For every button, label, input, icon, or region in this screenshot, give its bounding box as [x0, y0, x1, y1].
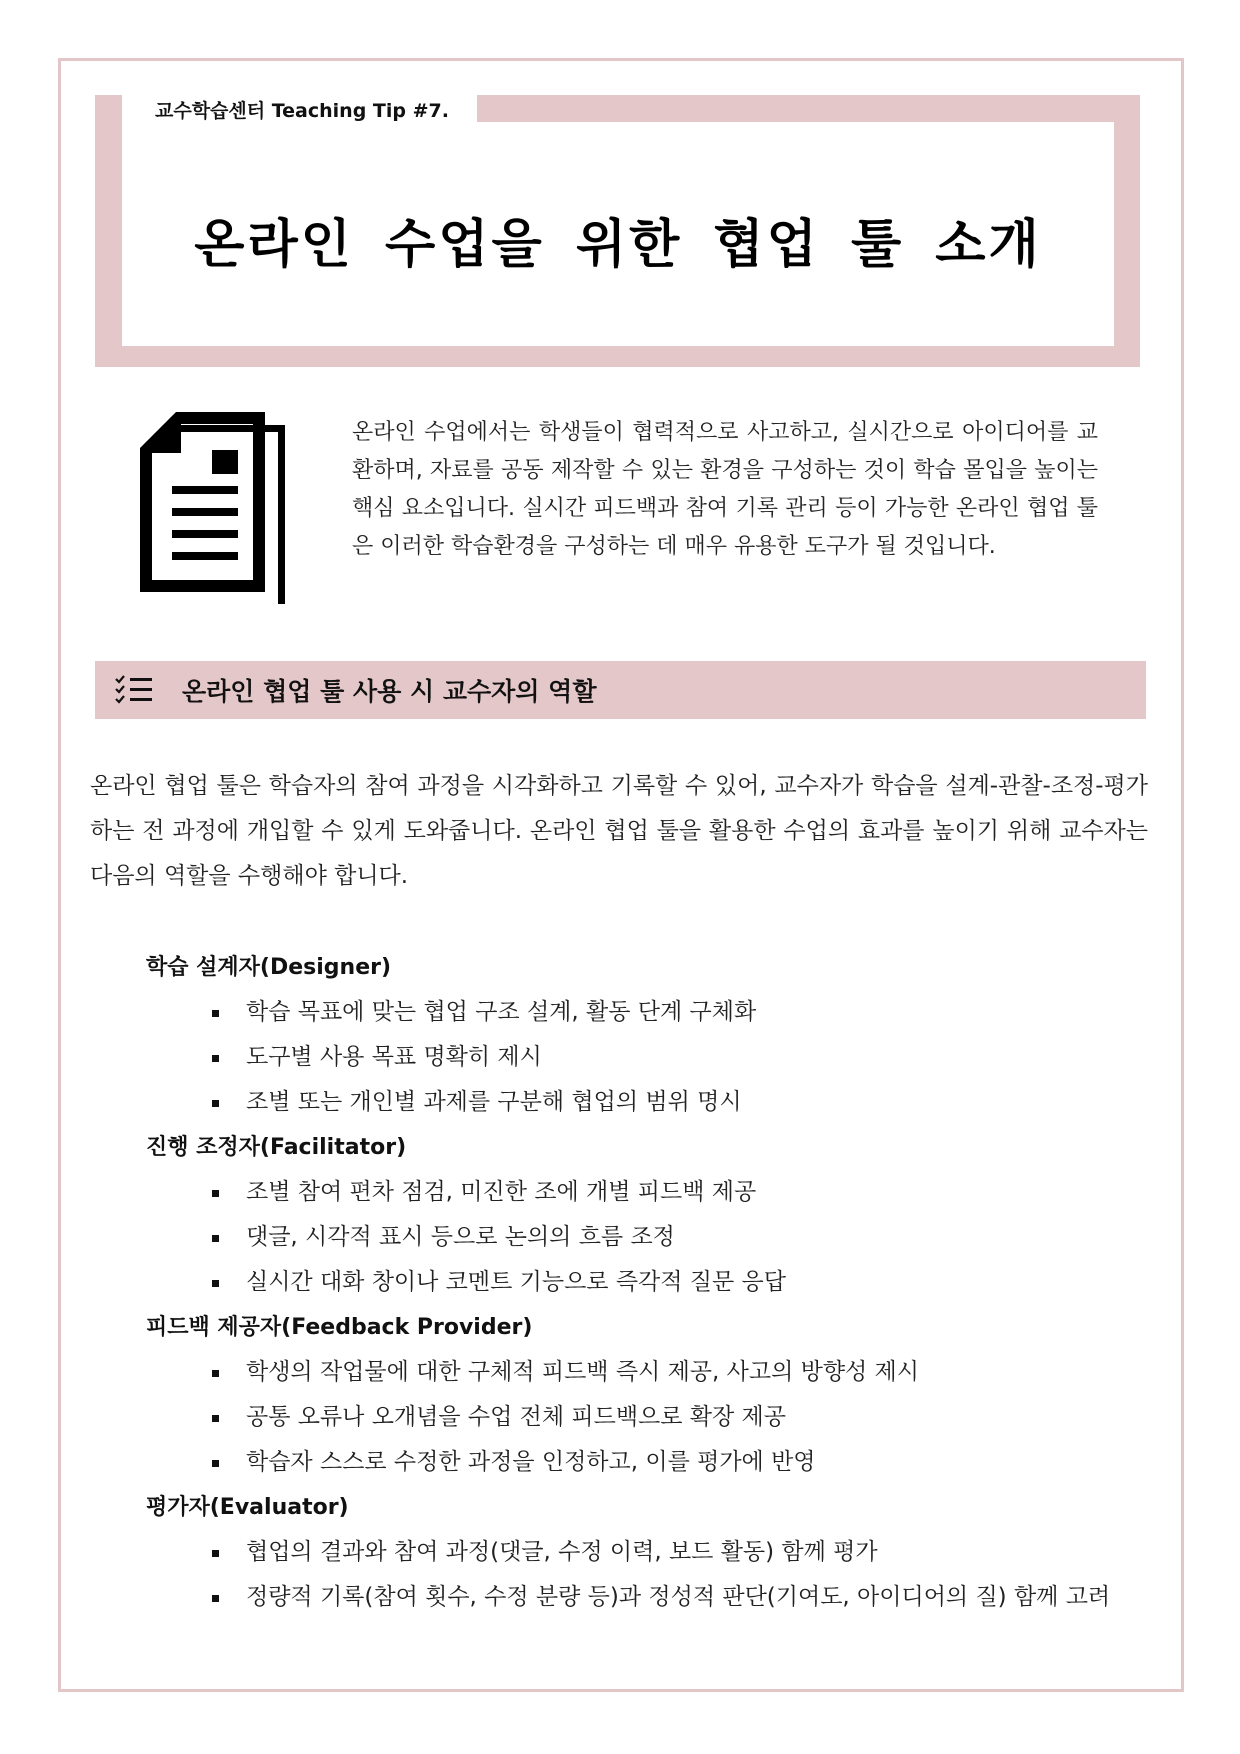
list-item-text: 정량적 기록(참여 횟수, 수정 분량 등)과 정성적 판단(기여도, 아이디어의 질) 함께 고려: [246, 1584, 1111, 1610]
list-item-text: 조별 또는 개인별 과제를 구분해 협업의 범위 명시: [246, 1089, 742, 1115]
role-items: [146, 1350, 1146, 1485]
role-designer: [146, 945, 1146, 1125]
list-item-text: 실시간 대화 창이나 코멘트 기능으로 즉각적 질문 응답: [246, 1269, 786, 1295]
role-heading: 학습 설계자(Designer): [146, 955, 392, 980]
list-item-text: 공통 오류나 오개념을 수업 전체 피드백으로 확장 제공: [246, 1404, 786, 1430]
role-heading: 평가자(Evaluator): [146, 1495, 349, 1520]
list-item-text: 학생의 작업물에 대한 구체적 피드백 즉시 제공, 사고의 방향성 제시: [246, 1359, 919, 1385]
role-items: [146, 1530, 1146, 1620]
bullet-icon: [212, 1595, 219, 1602]
list-item: [146, 1395, 1146, 1440]
bullet-icon: [212, 1055, 219, 1062]
page-title: 온라인 수업을 위한 협업 툴 소개: [194, 214, 1042, 275]
intro-paragraph: 온라인 수업에서는 학생들이 협력적으로 사고하고, 실시간으로 아이디어를 교환하며, 자료를 공동 제작할 수 있는 환경을 구성하는 것이 학습 몰입을 높이는 핵심 요소입니다. 실시간 피드백과 참여 기록 관리 등이 가능한 온라인 협업 툴은 이러한 학습환경을 구성하는 데 매우 유용한 도구가 될 것입니다.: [352, 420, 1098, 559]
bullet-icon: [212, 1235, 219, 1242]
list-item: [146, 1035, 1146, 1080]
role-heading: 진행 조정자(Facilitator): [146, 1135, 407, 1160]
list-item: [146, 1440, 1146, 1485]
list-item: [146, 1170, 1146, 1215]
role-evaluator: [146, 1485, 1146, 1620]
list-item: [146, 1350, 1146, 1395]
bullet-icon: [212, 1370, 219, 1377]
roles-list: [146, 945, 1146, 1620]
checklist-icon: [115, 675, 153, 705]
role-items: [146, 1170, 1146, 1305]
list-item-text: 학습 목표에 맞는 협업 구조 설계, 활동 단계 구체화: [246, 999, 757, 1025]
list-item: [146, 1080, 1146, 1125]
series-tag: 교수학습센터 Teaching Tip #7.: [155, 100, 449, 122]
bullet-icon: [212, 1100, 219, 1107]
section-title: 온라인 협업 툴 사용 시 교수자의 역할: [182, 677, 597, 706]
list-item: [146, 1575, 1146, 1620]
role-feedback-provider: [146, 1305, 1146, 1485]
list-item: [146, 990, 1146, 1035]
role-facilitator: [146, 1125, 1146, 1305]
bullet-icon: [212, 1280, 219, 1287]
list-item-text: 조별 참여 편차 점검, 미진한 조에 개별 피드백 제공: [246, 1179, 757, 1205]
list-item: [146, 1260, 1146, 1305]
list-item-text: 댓글, 시각적 표시 등으로 논의의 흐름 조정: [246, 1224, 675, 1250]
bullet-icon: [212, 1460, 219, 1467]
list-item-text: 학습자 스스로 수정한 과정을 인정하고, 이를 평가에 반영: [246, 1449, 816, 1475]
list-item: [146, 1530, 1146, 1575]
list-item-text: 도구별 사용 목표 명확히 제시: [246, 1044, 542, 1070]
list-item: [146, 1215, 1146, 1260]
role-heading: 피드백 제공자(Feedback Provider): [146, 1315, 533, 1340]
bullet-icon: [212, 1190, 219, 1197]
role-items: [146, 990, 1146, 1125]
list-item-text: 협업의 결과와 참여 과정(댓글, 수정 이력, 보드 활동) 함께 평가: [246, 1539, 878, 1565]
document-icon: [140, 412, 300, 607]
section-body: 온라인 협업 툴은 학습자의 참여 과정을 시각화하고 기록할 수 있어, 교수자가 학습을 설계-관찰-조정-평가하는 전 과정에 개입할 수 있게 도와줍니다. 온라인 협업 툴을 활용한 수업의 효과를 높이기 위해 교수자는 다음의 역할을 수행해야 합니다.: [90, 773, 1148, 889]
bullet-icon: [212, 1010, 219, 1017]
bullet-icon: [212, 1415, 219, 1422]
bullet-icon: [212, 1550, 219, 1557]
title-box: [122, 122, 1114, 346]
